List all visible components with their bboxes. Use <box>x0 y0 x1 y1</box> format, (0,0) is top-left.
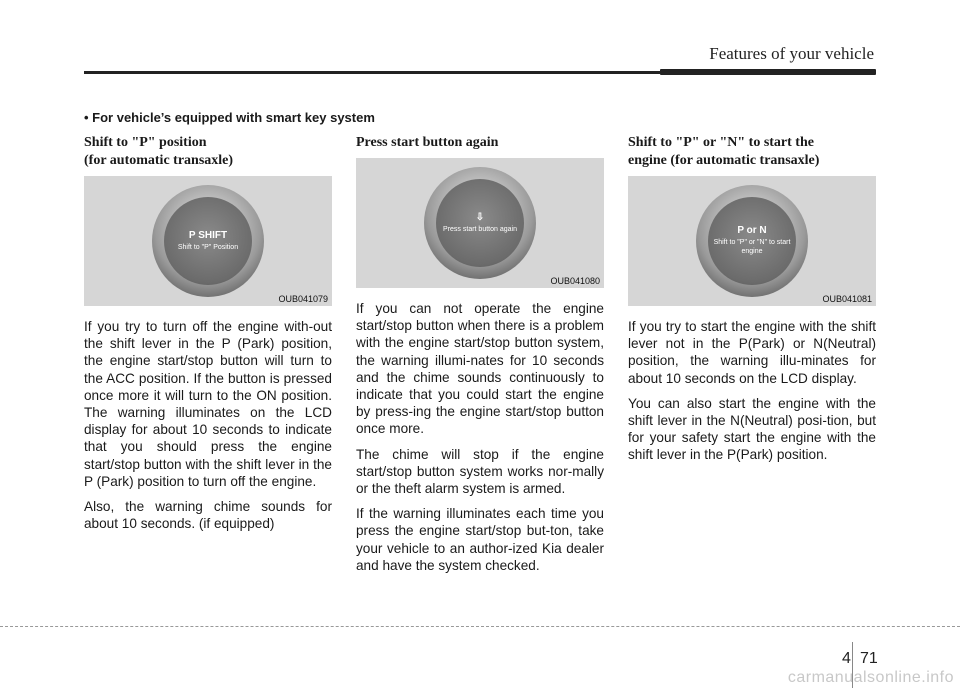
heading-line2: engine (for automatic transaxle) <box>628 153 820 168</box>
paragraph: If you try to start the engine with the shift lever not in the P(Park) or N(Neutral) position, the warning illu-minates for about 10 seconds on the LCD display. <box>628 319 876 386</box>
figure-code: OUB041080 <box>550 276 600 286</box>
figure-code: OUB041081 <box>822 294 872 304</box>
paragraph: If you can not operate the engine start/stop button when there is a problem with the engine start/stop button system, the warning illumi-nates for 10 seconds and the chime sounds continuously to indicate that you could start the engine by press-ing the engine start/stop button once more. <box>356 301 604 437</box>
dial-display <box>708 197 796 285</box>
dial-text: Press start button again <box>443 225 517 233</box>
column-heading <box>356 134 604 152</box>
header-rule-accent <box>660 69 876 75</box>
start-button-dial <box>424 167 536 279</box>
column-shift-to-p-or-n <box>628 134 876 464</box>
paragraph: Also, the warning chime sounds for about 10 seconds. (if equipped) <box>84 499 332 532</box>
heading-line1: Press start button again <box>356 135 499 150</box>
column-heading <box>628 134 876 170</box>
footer-rule <box>0 626 960 627</box>
page-header-title: Features of your vehicle <box>709 44 874 63</box>
press-down-icon: ⇩ <box>475 211 485 223</box>
dial-text: Shift to "P" or "N" to start engine <box>713 239 791 255</box>
chapter-number: 4 <box>842 650 851 667</box>
figure-lcd-warning <box>628 176 876 306</box>
paragraph: The chime will stop if the engine start/stop button system works nor-mally or the theft alarm system is armed. <box>356 446 604 497</box>
dial-display <box>164 197 252 285</box>
column-shift-to-p <box>84 134 332 532</box>
start-button-dial <box>152 185 264 297</box>
dial-text: Shift to "P" Position <box>177 243 239 251</box>
paragraph: If you try to turn off the engine with-out the shift lever in the P (Park) position, the engine start/stop button will turn to the ACC position. If the button is pressed once more it will turn to the ON position. The warning illuminates on the LCD display for about 10 seconds to indicate that you should press the engine start/stop button with the shift lever in the P (Park) position to turn off the engine. <box>84 319 332 489</box>
watermark: carmanualsonline.info <box>787 669 954 686</box>
page-number: 71 <box>860 650 878 667</box>
shift-icon: P SHIFT <box>188 229 228 241</box>
figure-lcd-warning <box>84 176 332 306</box>
paragraph: If the warning illuminates each time you press the engine start/stop but-ton, take your vehicle to an author-ized Kia dealer and have the system checked. <box>356 506 604 573</box>
heading-line2: (for automatic transaxle) <box>84 153 234 168</box>
dial-display <box>436 179 524 267</box>
heading-line1: Shift to "P" position <box>84 135 207 150</box>
section-bullet: • For vehicle’s equipped with smart key system <box>84 110 375 125</box>
column-heading <box>84 134 332 170</box>
figure-code: OUB041079 <box>278 294 328 304</box>
figure-lcd-warning <box>356 158 604 288</box>
column-press-start-again <box>356 134 604 574</box>
gear-selector-icon: P or N <box>737 225 767 236</box>
start-button-dial <box>696 185 808 297</box>
heading-line1: Shift to "P" or "N" to start the <box>628 135 814 150</box>
paragraph: You can also start the engine with the shift lever in the N(Neutral) posi-tion, but for your safety start the engine with the shift lever in the P(Park) position. <box>628 395 876 463</box>
